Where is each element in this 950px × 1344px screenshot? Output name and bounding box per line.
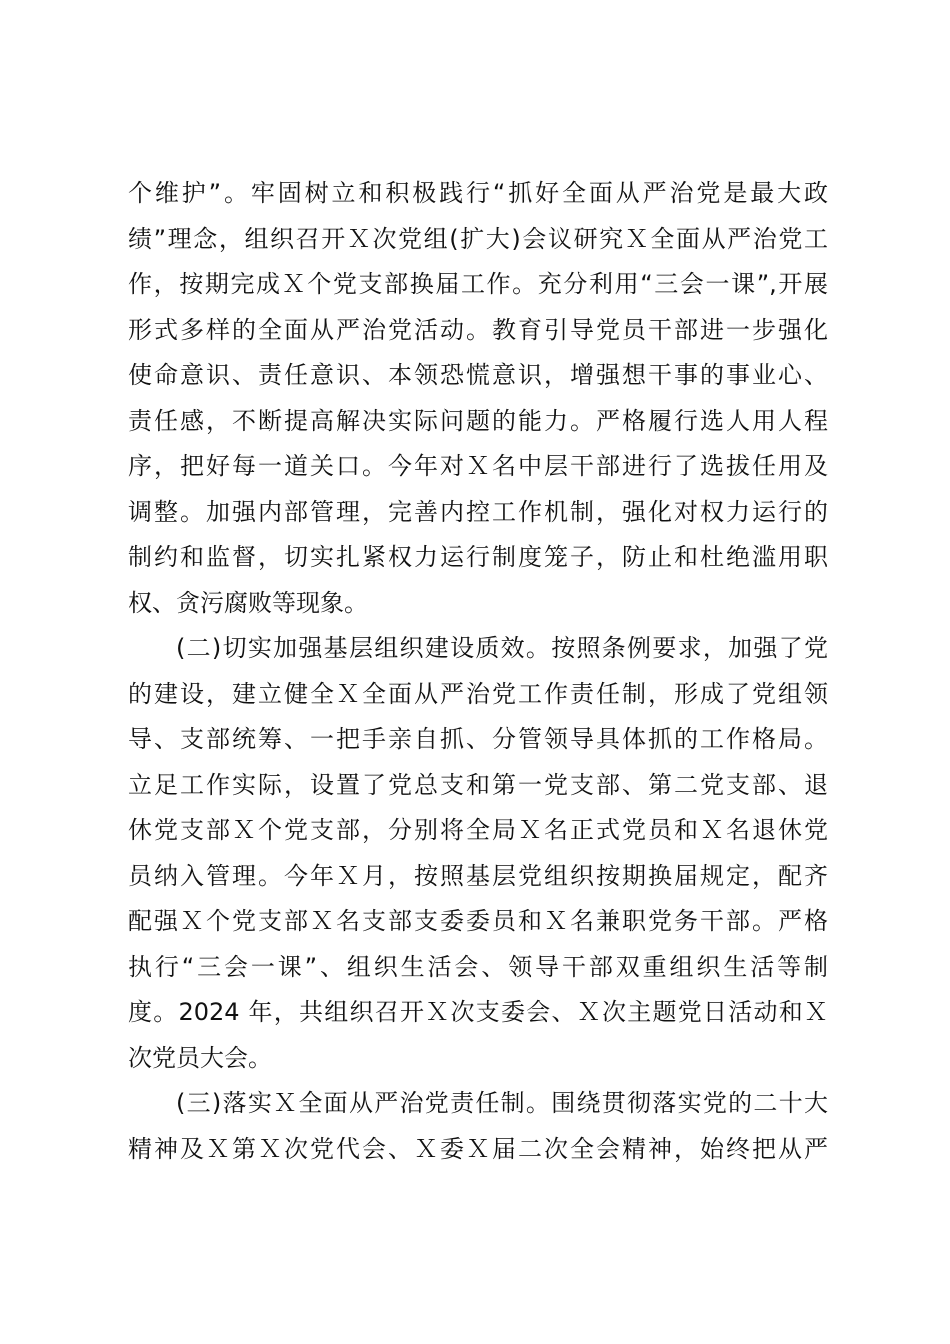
document-body <box>128 171 828 1172</box>
paragraph-3 <box>128 1081 828 1172</box>
text-line: 调整。加强内部管理，完善内控工作机制，强化对权力运行的 <box>128 497 828 526</box>
text-line: 形式多样的全面从严治党活动。教育引导党员干部进一步强化 <box>128 315 828 344</box>
text-line: (二)切实加强基层组织建设质效。按照条例要求，加强了党 <box>176 634 828 662</box>
text-line: 制约和监督，切实扎紧权力运行制度笼子，防止和杜绝滥用职 <box>128 543 828 571</box>
text-line: 责任感，不断提高解决实际问题的能力。严格履行选人用人程 <box>128 406 828 435</box>
text-line: 休党支部Ｘ个党支部，分别将全局Ｘ名正式党员和Ｘ名退休党 <box>128 816 828 844</box>
text-line: 配强Ｘ个党支部Ｘ名支部支委委员和Ｘ名兼职党务干部。严格 <box>128 907 828 935</box>
text-line: 度。2024 年，共组织召开Ｘ次支委会、Ｘ次主题党日活动和Ｘ <box>128 998 828 1026</box>
text-line: 员纳入管理。今年Ｘ月，按照基层党组织按期换届规定，配齐 <box>128 861 828 890</box>
text-line: 导、支部统筹、一把手亲自抓、分管领导具体抓的工作格局。 <box>128 725 828 753</box>
text-line: 立足工作实际，设置了党总支和第一党支部、第二党支部、退 <box>128 770 828 799</box>
text-line: 作，按期完成Ｘ个党支部换届工作。充分利用“三会一课”,开展 <box>128 270 828 298</box>
text-line: 精神及Ｘ第Ｘ次党代会、Ｘ委Ｘ届二次全会精神，始终把从严 <box>128 1134 828 1163</box>
text-line: 绩”理念，组织召开Ｘ次党组(扩大)会议研究Ｘ全面从严治党工 <box>128 224 828 253</box>
text-line: 次党员大会。 <box>128 1043 272 1072</box>
text-line: (三)落实Ｘ全面从严治党责任制。围绕贯彻落实党的二十大 <box>176 1089 828 1117</box>
text-line: 个维护”。牢固树立和积极践行“抓好全面从严治党是最大政 <box>128 179 828 207</box>
text-line: 执行“三会一课”、组织生活会、领导干部双重组织生活等制 <box>128 952 828 981</box>
text-line: 权、贪污腐败等现象。 <box>128 588 368 617</box>
paragraph-2 <box>128 626 828 1081</box>
text-line: 序，把好每一道关口。今年对Ｘ名中层干部进行了选拔任用及 <box>128 452 828 480</box>
text-line: 使命意识、责任意识、本领恐慌意识，增强想干事的事业心、 <box>128 361 828 389</box>
text-line: 的建设，建立健全Ｘ全面从严治党工作责任制，形成了党组领 <box>128 679 828 708</box>
paragraph-1-continued <box>128 171 828 626</box>
